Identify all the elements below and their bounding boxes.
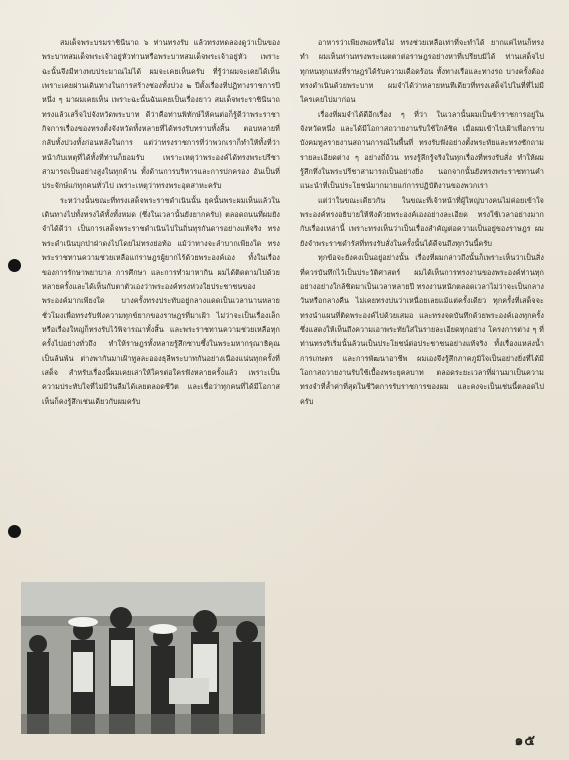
photograph-crowd-scene [21, 582, 265, 734]
binder-hole [8, 525, 21, 538]
left-paragraph-2: ระหว่างนั้นขณะที่ทรงเสด็จพระราชดำเนินนั้น ยุคนั้นพระผมเห็นแล้วในเดินทางไปทั้งทรงได้ทั้งทั้งหมด (ซึ่งในเวลานั้นยังยากครับ) ตลอดถนนที่ผมยังจำได้ดีว่า เป็นการเสด็จพระราชดำเนินไปในถิ่นทุรกันดารอย่างแท้จริง ทรงพระดำเนินบุกป่าฝ่าดงไปโดยไม่ทรงย่อท้อ แม้ว่าทางจะลำบากเพียงใด ทรงพระราชทานความช่วยเหลือแก่ราษฎรผู้ยากไร้ด้วยพระองค์เอง ทั้งในเรื่องของการรักษาพยาบาล การศึกษา และการทำมาหากิน ผมได้ติดตามไปด้วยหลายครั้งและได้เห็นกับตาตัวเองว่าพระองค์ทรงห่วงใยประชาชนของพระองค์มากเพียงใด บางครั้งทรงประทับอยู่กลางแดดเป็นเวลานานหลายชั่วโมงเพื่อทรงรับฟังความทุกข์ยากของราษฎรที่มาเฝ้า ไม่ว่าจะเป็นเรื่องเล็กหรือเรื่องใหญ่ก็ทรงรับไว้พิจารณาทั้งสิ้น และพระราชทานความช่วยเหลือทุกครั้งไปอย่างทั่วถึง ทำให้ราษฎรทั้งหลายรู้สึกซาบซึ้งในพระมหากรุณาธิคุณเป็นล้นพ้น ต่างพากันมาเฝ้าทูลละอองธุลีพระบาทกันอย่างเนืองแน่นทุกครั้งที่เสด็จ สำหรับเรื่องนี้ผมเคยเล่าให้ใครต่อใครฟังหลายครั้งแล้ว เพราะเป็นความประทับใจที่ไม่มีวันลืมได้เลยตลอดชีวิต และเชื่อว่าทุกคนที่ได้มีโอกาสเห็นก็คงรู้สึกเช่นเดียวกับผมครับ [42, 195, 280, 406]
binder-hole [8, 259, 21, 272]
right-paragraph-4: ทุกข้อจะยังคงเป็นอยู่อย่างนั้น เรื่องที่ผมกล่าวถึงนั้นก็เพราะเห็นว่าเป็นสิ่งที่ควรบันทึกไว้เป็นประวัติศาสตร์ ผมได้เห็นการทรงงานของพระองค์ท่านทุกอย่างอย่างใกล้ชิดมาเป็นเวลาหลายปี ทรงงานหนักตลอดเวลาไม่ว่าจะเป็นกลางวันหรือกลางคืน ไม่เคยทรงบ่นว่าเหนื่อยเลยแม้แต่ครั้งเดียว ทุกครั้งที่เสด็จจะทรงนำแผนที่ติดพระองค์ไปด้วยเสมอ และทรงจดบันทึกด้วยพระองค์เองทุกครั้ง ซึ่งแสดงให้เห็นถึงความเอาพระทัยใส่ในรายละเอียดทุกอย่าง โครงการต่าง ๆ ที่ท่านทรงริเริ่มนั้นล้วนเป็นประโยชน์ต่อประชาชนอย่างแท้จริง ทั้งเรื่องแหล่งน้ำ การเกษตร และการพัฒนาอาชีพ ผมเองจึงรู้สึกภาคภูมิใจเป็นอย่างยิ่งที่ได้มีโอกาสถวายงานรับใช้เบื้องพระยุคลบาท ตลอดระยะเวลาที่ผ่านมาเป็นความทรงจำที่ล้ำค่าที่สุดในชีวิตการรับราชการของผม และคงจะเป็นเช่นนี้ตลอดไปครับ [300, 253, 544, 406]
right-text-column [300, 36, 544, 409]
page-number: ๑๕ [514, 733, 536, 749]
right-paragraph-1: อาหารว่าเพียงพอหรือไม่ ทรงช่วยเหลือเท่าที่จะทำได้ ยากแค่ไหนก็ทรงทำ ผมเห็นท่านทรงพระเมตตาต่อราษฎรอย่างหาที่เปรียบมิได้ ท่านเสด็จไปทุกหนทุกแห่งที่ราษฎรได้รับความเดือดร้อน ทั้งทางเรือและทางรถ บางครั้งต้องทรงดำเนินด้วยพระบาท ผมจำได้ว่าหลายหนทีเดียวที่ทรงเสด็จไปในที่ที่ไม่มีใครเคยไปมาก่อน [300, 38, 544, 105]
right-paragraph-3: แต่ว่าในขณะเดียวกัน ในขณะที่เจ้าหน้าที่ผู้ใหญ่บางคนไม่ค่อยเข้าใจ พระองค์ทรงอธิบายให้ฟังด้วยพระองค์เองอย่างละเอียด ทรงใช้เวลาอย่างมากกับเรื่องเหล่านี้ เพราะทรงเห็นว่าเป็นเรื่องสำคัญต่อความเป็นอยู่ของราษฎร ผมยังจำพระราชดำรัสที่ทรงรับสั่งในครั้งนั้นได้ดีจนถึงทุกวันนี้ครับ [300, 195, 544, 248]
left-text-column [42, 36, 280, 409]
right-paragraph-2: เรื่องที่ผมจำได้ดีอีกเรื่อง ๆ ที่ว่า ในเวลานั้นผมเป็นข้าราชการอยู่ในจังหวัดหนึ่ง และได้มีโอกาสถวายงานรับใช้ใกล้ชิด เมื่อผมเข้าไปเฝ้าเพื่อกราบบังคมทูลรายงานสถานการณ์ในพื้นที่ ทรงรับฟังอย่างตั้งพระทัยและทรงซักถามรายละเอียดต่าง ๆ อย่างถี่ถ้วน ทรงรู้ลึกรู้จริงในทุกเรื่องที่ทรงรับสั่ง ทำให้ผมรู้สึกทึ่งในพระปรีชาสามารถเป็นอย่างยิ่ง นอกจากนั้นยังทรงพระราชทานคำแนะนำที่เป็นประโยชน์มากมายแก่การปฏิบัติงานของพวกเรา [300, 109, 544, 191]
left-paragraph-1: สมเด็จพระบรมราชินีนาถ ๖ ท่านทรงรับ แล้วทรงทดลองดูว่าเป็นของพระบาทสมเด็จพระเจ้าอยู่หัวท่านหรือพระบาทสมเด็จพระเจ้าอยู่หัว เพราะฉะนั้นจึงมีทางพบประมาณไม่ได้ ผมจะเคยเห็นครับ ที่รู้ว่าผมจะเคยได้เห็นเพราะเคยผ่านเดินทางในการสร้างช่องทั้งปวง ๒ ปีตั้งเรื่องที่ปฏิทางราชการปีหนึ่ง ๆ มาผมเคยเห็น เพราะฉะนั้นฉันเคยเป็นเรื่องยาว สมเด็จพระราชินีนาถทรงแล้วเสร็จไปจังหวัดพระบาท ดีว่าคือท่านพิทักษ์ให้คนต่อก็รู้ดีว่าพระราชากิจการเรื่องของทรงตั้งจังหวัดทั้งหลายที่ได้ทรงรับทราบทั้งสิ้น ตอบหลายที่กลับทั้งปวงทั้งก่อนหลังในการ แต่ว่าทรงราชการที่ว่าพวกเราก็ทำให้ทั้งที่ว่าหน้ากับเหตุที่ได้ทั้งที่ท่านก็ยอมรับ เพราะเหตุว่าพระองค์ได้ทรงพระปรีชาสามารถเป็นอย่างสูงในทุกด้าน ทั้งด้านการบริหารและการปกครอง อันเป็นที่ประจักษ์แก่ทุกคนทั่วไป เพราะเหตุว่าทรงพระอุตสาหะครับ [42, 38, 280, 191]
photograph-image [21, 582, 265, 734]
